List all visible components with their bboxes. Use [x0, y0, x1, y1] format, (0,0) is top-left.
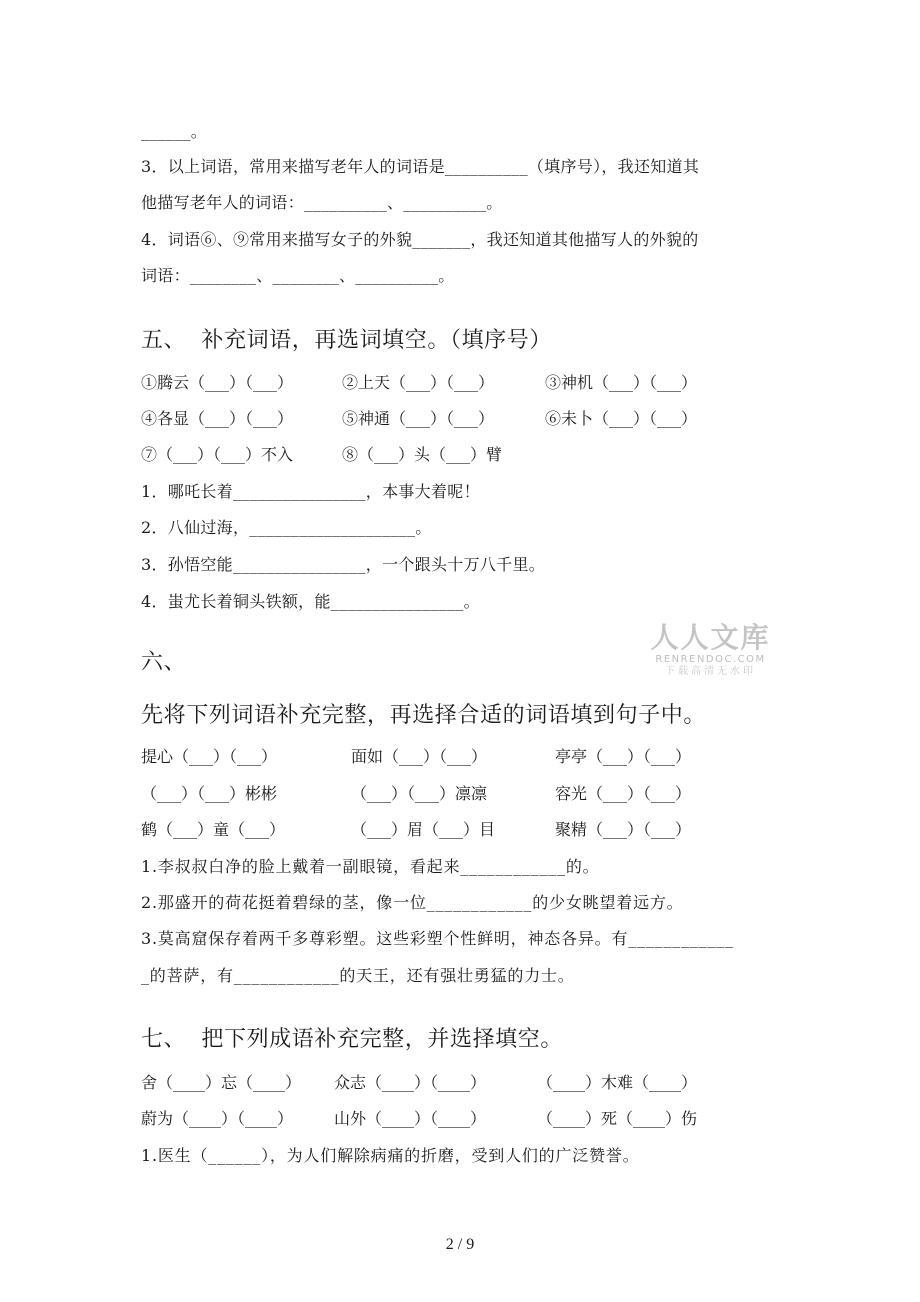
word-cell: ⑧（___）头（___）臂 — [342, 445, 503, 464]
section-6-number: 六、 — [141, 650, 187, 675]
question-line: 3．孙悟空能________________，一个跟头十万八千里。 — [141, 555, 546, 574]
question-line: 1.李叔叔白净的脸上戴着一副眼镜，看起来____________的。 — [141, 857, 600, 876]
question-line: 2.那盛开的荷花挺着碧绿的茎，像一位____________的少女眺望着远方。 — [141, 893, 684, 912]
question-line: 4．蚩尤长着铜头铁额，能________________。 — [141, 592, 480, 611]
word-cell: ①腾云（___）（___） — [141, 373, 294, 392]
word-cell: 蔚为（____）（____） — [141, 1109, 294, 1128]
text-line: 他描写老年人的词语：__________、__________。 — [141, 193, 503, 212]
text-line: 4．词语⑥、⑨常用来描写女子的外貌_______，我还知道其他描写人的外貌的 — [141, 230, 699, 249]
word-cell: （____）木难（____） — [537, 1073, 698, 1092]
question-line: 1.医生（______），为人们解除病痛的折磨，受到人们的广泛赞誉。 — [141, 1146, 640, 1165]
section-5-heading: 五、 补充词语，再选词填空。（填序号） — [141, 328, 552, 353]
word-cell: （___）（___）彬彬 — [141, 784, 278, 803]
text-line: 词语：________、________、__________。 — [141, 266, 455, 285]
word-cell: ③神机（___）（___） — [545, 373, 698, 392]
word-cell: 亭亭（___）（___） — [555, 747, 692, 766]
word-cell: ②上天（___）（___） — [342, 373, 495, 392]
word-cell: ⑦（___）（___）不入 — [141, 445, 294, 464]
page-number: 2 / 9 — [445, 1236, 475, 1253]
word-cell: ⑤神通（___）（___） — [342, 409, 495, 428]
word-cell: 面如（___）（___） — [351, 747, 488, 766]
word-cell: （____）死（____）伤 — [537, 1109, 698, 1128]
question-line: _的菩萨，有____________的天王，还有强壮勇猛的力士。 — [141, 966, 575, 985]
question-line: 2．八仙过海，____________________。 — [141, 518, 432, 537]
watermark-title: 人人文库 — [650, 621, 771, 654]
word-cell: 舍（____）忘（____） — [141, 1073, 302, 1092]
word-cell: 山外（____）（____） — [334, 1109, 487, 1128]
word-cell: 聚精（___）（___） — [555, 820, 692, 839]
word-cell: ⑥未卜（___）（___） — [545, 409, 698, 428]
word-cell: 容光（___）（___） — [555, 784, 692, 803]
watermark-tagline: 下载高清无水印 — [665, 666, 756, 677]
text-line: ______。 — [141, 122, 208, 141]
section-7-heading: 七、 把下列成语补充完整，并选择填空。 — [141, 1027, 563, 1052]
watermark-domain: RENRENDOC.COM — [655, 654, 766, 665]
word-cell: ④各显（___）（___） — [141, 409, 294, 428]
watermark-logo — [648, 622, 773, 678]
word-cell: 鹤（___）童（___） — [141, 820, 286, 839]
question-line: 3.莫高窟保存着两千多尊彩塑。这些彩塑个性鲜明，神态各异。有____________ — [141, 929, 734, 948]
word-cell: （___）（___）凛凛 — [351, 784, 488, 803]
word-cell: 众志（____）（____） — [334, 1073, 487, 1092]
text-line: 3．以上词语，常用来描写老年人的词语是__________（填序号），我还知道其 — [141, 157, 700, 176]
section-6-heading: 先将下列词语补充完整，再选择合适的词语填到句子中。 — [141, 703, 707, 728]
word-cell: 提心（___）（___） — [141, 747, 278, 766]
question-line: 1．哪吒长着________________，本事大着呢！ — [141, 482, 480, 501]
word-cell: （___）眉（___）目 — [351, 820, 496, 839]
